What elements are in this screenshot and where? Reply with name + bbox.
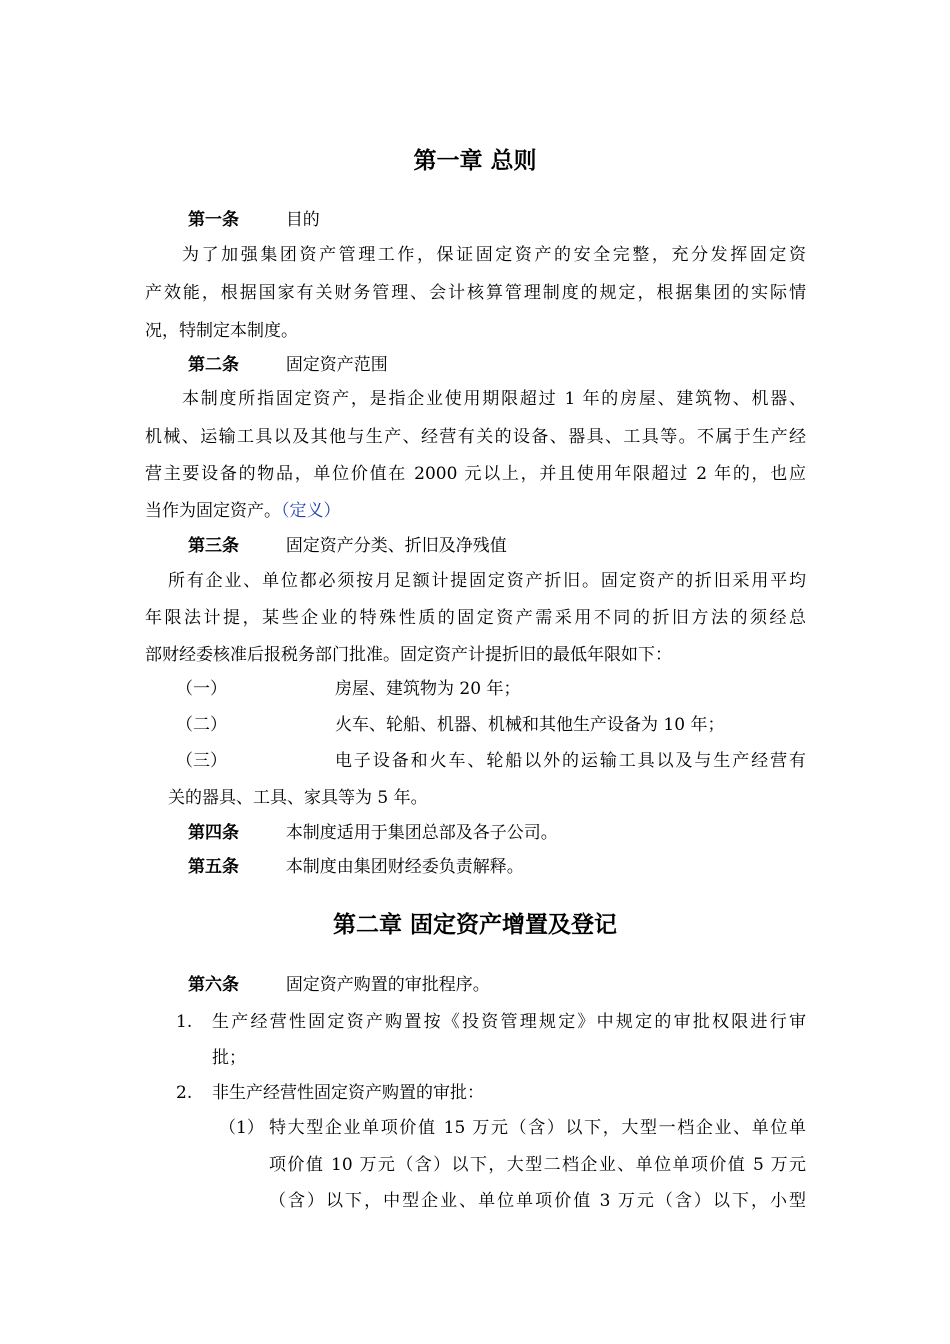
paragraph-text: 当作为固定资产。	[145, 501, 281, 521]
article-3-heading	[188, 534, 507, 558]
chapter-1-title: 第一章 总则	[413, 148, 537, 174]
article-5-label: 第五条	[188, 857, 239, 877]
paragraph-line: 部财经委核准后报税务部门批准。固定资产计提折旧的最低年限如下：	[145, 645, 672, 665]
paragraph-line: 为了加强集团资产管理工作，保证固定资产的安全完整，充分发挥固定资	[182, 245, 806, 265]
sub-item-number: （1）	[219, 1118, 264, 1138]
article-1-title: 目的	[285, 210, 320, 230]
paragraph-line	[145, 499, 341, 523]
article-2-title: 固定资产范围	[285, 355, 388, 375]
article-2-label: 第二条	[188, 355, 239, 375]
article-5	[188, 855, 524, 879]
list-item-text: 房屋、建筑物为 20 年；	[335, 679, 521, 699]
sub-item-text: 特大型企业单项价值 15 万元（含）以下，大型一档企业、单位单	[269, 1118, 806, 1138]
paragraph-line: 本制度所指固定资产，是指企业使用期限超过 1 年的房屋、建筑物、机器、	[182, 389, 806, 409]
paragraph-line: 营主要设备的物品，单位价值在 2000 元以上，并且使用年限超过 2 年的，也应	[145, 464, 806, 484]
article-3-title: 固定资产分类、折旧及净残值	[285, 536, 507, 556]
article-4-text: 本制度适用于集团总部及各子公司。	[285, 823, 558, 843]
list-item-number: （二）	[176, 715, 227, 735]
sub-item-text: （含）以下，中型企业、单位单项价值 3 万元（含）以下，小型	[269, 1191, 806, 1211]
paragraph-line: 产效能，根据国家有关财务管理、会计核算管理制度的规定，根据集团的实际情	[145, 283, 806, 303]
list-item-text: 生产经营性固定资产购置按《投资管理规定》中规定的审批权限进行审	[212, 1012, 806, 1032]
article-6-heading	[188, 973, 490, 997]
list-item-text: 电子设备和火车、轮船以外的运输工具以及与生产经营有	[335, 751, 806, 771]
list-item-text: 非生产经营性固定资产购置的审批：	[212, 1083, 484, 1103]
article-3-label: 第三条	[188, 536, 239, 556]
article-4-label: 第四条	[188, 823, 239, 843]
paragraph-line: 况，特制定本制度。	[145, 321, 298, 341]
list-item-number: 1.	[176, 1012, 193, 1032]
definition-link[interactable]: （定义）	[281, 501, 341, 521]
list-item-text: 火车、轮船、机器、机械和其他生产设备为 10 年；	[335, 715, 725, 735]
article-2-heading	[188, 353, 388, 377]
list-item-number: （三）	[176, 751, 227, 771]
article-5-text: 本制度由集团财经委负责解释。	[285, 857, 524, 877]
paragraph-line: 年限法计提，某些企业的特殊性质的固定资产需采用不同的折旧方法的须经总	[145, 608, 806, 628]
article-4	[188, 821, 558, 845]
list-item-text: 批；	[212, 1048, 246, 1068]
sub-item-text: 项价值 10 万元（含）以下，大型二档企业、单位单项价值 5 万元	[269, 1155, 806, 1175]
article-1-label: 第一条	[188, 210, 239, 230]
paragraph-line: 机械、运输工具以及其他与生产、经营有关的设备、器具、工具等。不属于生产经	[145, 427, 806, 447]
list-item-number: （一）	[176, 679, 227, 699]
list-item-continuation: 关的器具、工具、家具等为 5 年。	[168, 788, 428, 808]
chapter-2-title: 第二章 固定资产增置及登记	[332, 912, 617, 938]
article-1-heading	[188, 208, 320, 232]
paragraph-line: 所有企业、单位都必须按月足额计提固定资产折旧。固定资产的折旧采用平均	[168, 571, 806, 591]
list-item-number: 2.	[176, 1083, 193, 1103]
article-6-title: 固定资产购置的审批程序。	[285, 975, 490, 995]
article-6-label: 第六条	[188, 975, 239, 995]
